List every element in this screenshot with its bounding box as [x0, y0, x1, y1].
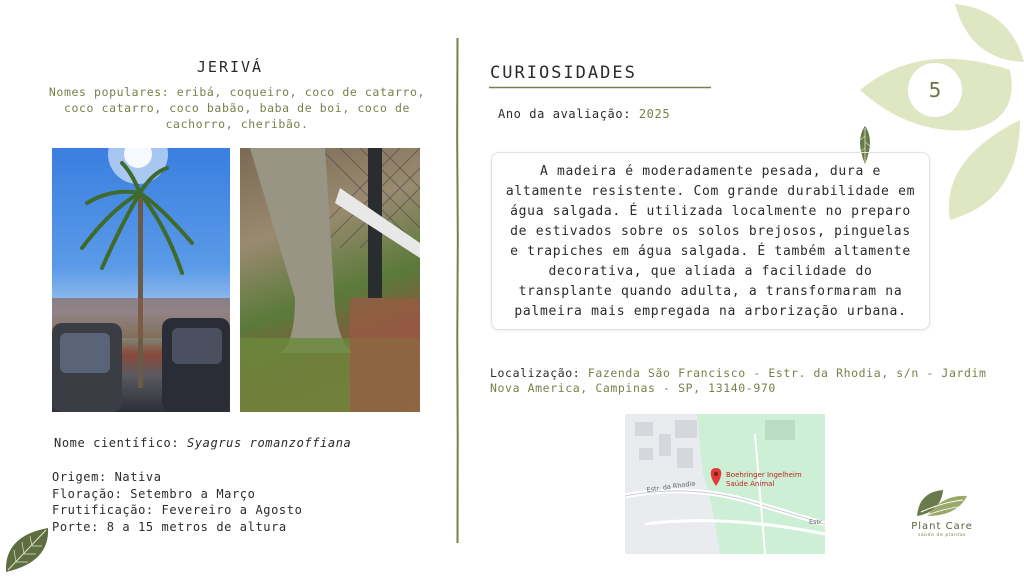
page-number: 5	[908, 63, 962, 117]
logo-tagline: saúde de plantas	[917, 533, 967, 538]
logo-name: Plant Care	[911, 521, 973, 532]
bottom-leaf-icon	[4, 526, 50, 574]
map-road-label-2: Estr	[809, 518, 822, 526]
flowering: Floração: Setembro a Março	[52, 486, 256, 501]
popular-names: Nomes populares: eribá, coqueiro, coco de catarro, coco catarro, coco babão, baba de boi, coco de cachorro, cheribão.	[48, 85, 426, 131]
fruiting: Frutificação: Fevereiro a Agosto	[52, 503, 303, 517]
species-info	[52, 469, 302, 535]
heading-underline	[489, 86, 711, 89]
location-label: Localização:	[490, 366, 588, 380]
evaluation-year	[498, 107, 670, 121]
plant-care-logo-icon	[913, 486, 971, 520]
origin: Origem: Nativa	[52, 470, 162, 484]
year-label: Ano da avaliação:	[498, 107, 639, 121]
map-place-line2: Saúde Animal	[726, 480, 775, 488]
size: Porte: 8 a 15 metros de altura	[52, 519, 287, 534]
scientific-name-line	[54, 436, 351, 450]
scientific-label: Nome científico:	[54, 436, 188, 450]
curiosities-heading: CURIOSIDADES	[490, 63, 637, 83]
vertical-divider	[456, 38, 459, 543]
year-value: 2025	[638, 107, 671, 121]
trunk-photo	[240, 148, 420, 412]
scientific-name: Syagrus romanzoffiana	[187, 436, 352, 450]
species-title: JERIVÁ	[196, 58, 264, 76]
palm-tree-photo	[52, 148, 230, 412]
curiosities-text-box: A madeira é moderadamente pesada, dura e altamente resistente. Com grande durabilidade em água salgada. É utilizada localmente no preparo de estivados sobre os solos brejosos, pinguelas e trapiches em água salgada. É também altamente decorativa, que aliada a facilidade do transplante quando adulta, a transformaram na palmeira mais empregada na arborização urbana.	[491, 152, 930, 330]
location-map[interactable]	[625, 414, 825, 554]
map-road-label: Estr. da Rhodia	[646, 479, 696, 494]
location	[490, 366, 990, 396]
location-value: Fazenda São Francisco - Estr. da Rhodia, s/n - Jardim Nova America, Campinas - SP, 13140-970	[490, 366, 987, 395]
map-place-line1: Boehringer Ingelheim	[726, 471, 802, 479]
